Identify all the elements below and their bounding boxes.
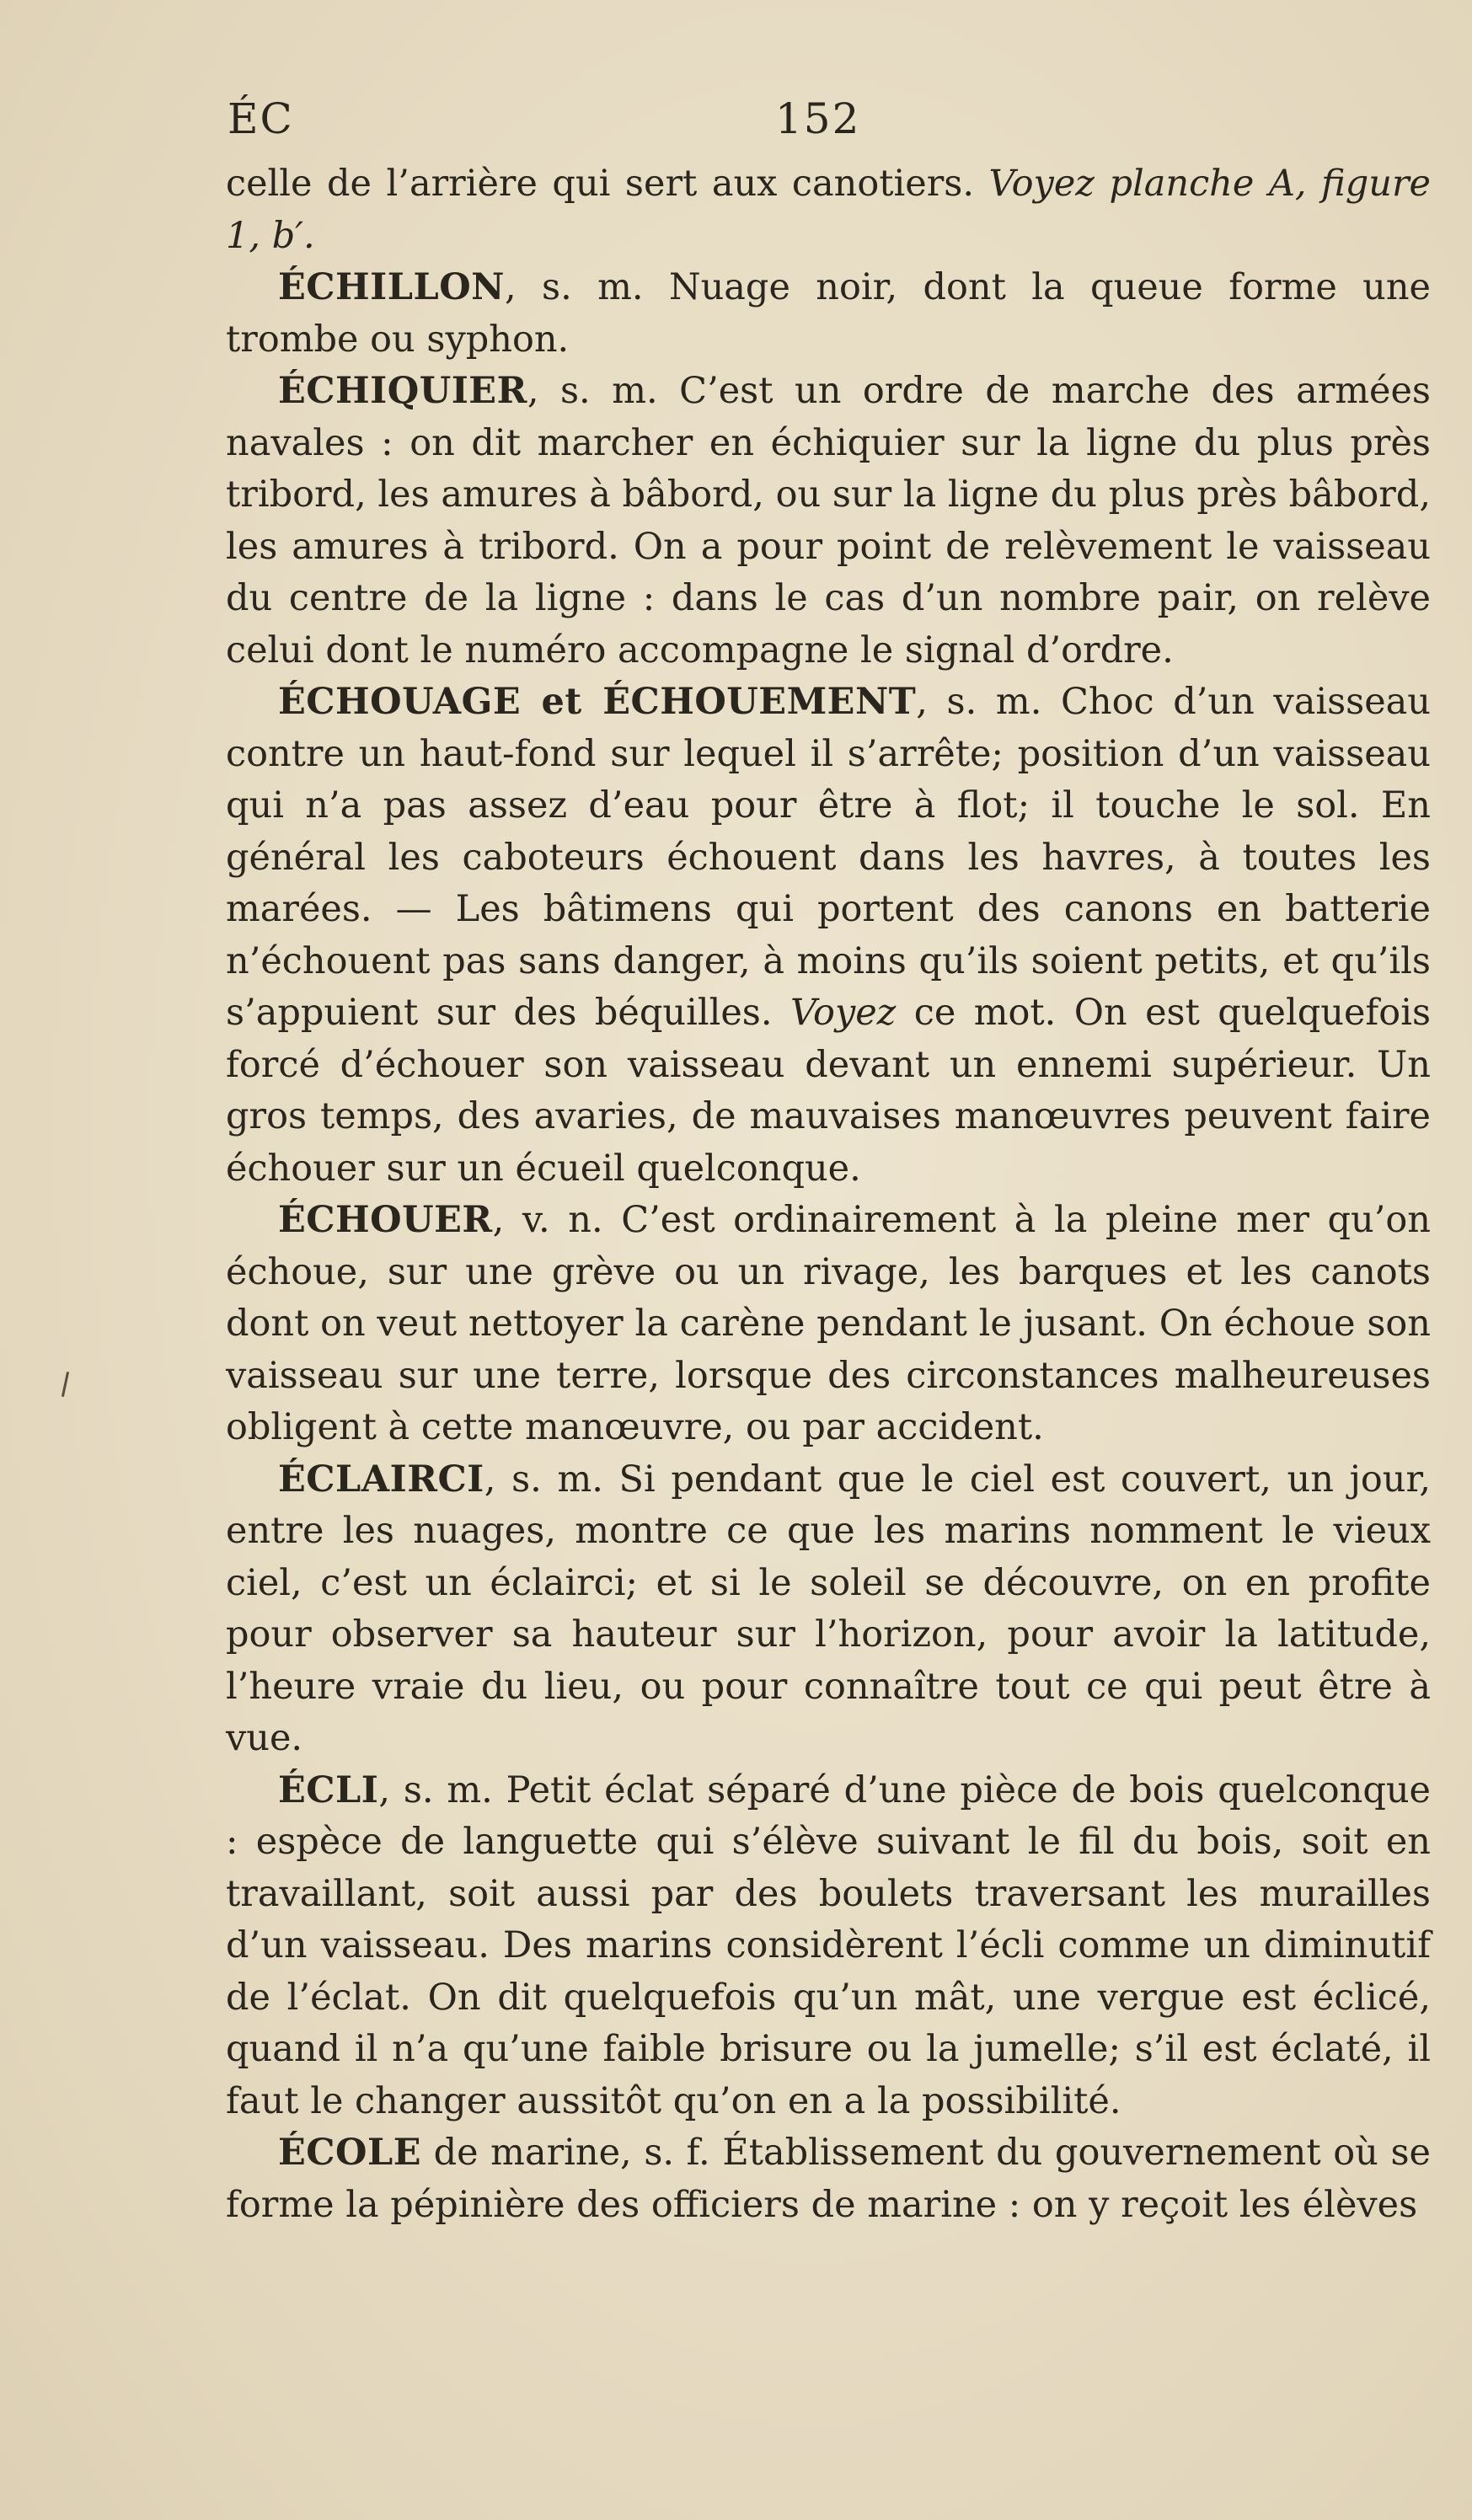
entry-continuation (226, 158, 1431, 262)
headword: ÉCHIQUIER (278, 370, 527, 412)
entry-text: , s. m. Nuage noir, dont la queue forme une trombe ou syphon. (226, 266, 1431, 361)
entry-ecli (226, 1765, 1431, 2128)
entry-text: , s. m. C’est un ordre de marche des armées navales : on dit marcher en échiquier sur la ligne du plus près tribord, les amures à bâbord, ou sur la ligne du plus près bâbord, les amures à tribord. On a pour point de relèvement le vaisseau du centre de la ligne : dans le cas d’un nombre pair, on relève celui dont le numéro accompagne le signal d’ordre. (226, 370, 1431, 671)
headword: ÉCHILLON (278, 266, 505, 308)
entry-echiquier (226, 366, 1431, 677)
headword: ÉCLAIRCI (278, 1458, 484, 1501)
running-head-word: ÉC (227, 94, 294, 143)
headword: ÉCHOUAGE et ÉCHOUEMENT (278, 681, 917, 723)
entry-ecole (226, 2127, 1431, 2231)
entry-echouage (226, 677, 1431, 1195)
entry-text: , s. m. Choc d’un vaisseau contre un haut-fond sur lequel il s’arrête; position d’un vaisseau qui n’a pas assez d’eau pour être à flot; il touche le sol. En général les caboteurs échouent dans les havres, à toutes les marées. — Les bâtimens qui portent des canons en batterie n’échouent pas sans danger, à moins qu’ils soient petits, et qu’ils s’appuient sur des béquilles. (226, 681, 1432, 1034)
entry-text: , s. m. Si pendant que le ciel est couvert, un jour, entre les nuages, montre ce que les marins nomment le vieux ciel, c’est un éclairci; et si le soleil se découvre, on en profite pour observer sa hauteur sur l’horizon, pour avoir la latitude, l’heure vraie du lieu, ou pour connaître tout ce qui peut être à vue. (226, 1458, 1431, 1759)
page-number: 152 (775, 94, 861, 143)
headword: ÉCLI (278, 1768, 379, 1811)
headword: ÉCOLE (278, 2132, 421, 2174)
entry-text: celle de l’arrière qui sert aux canotiers. (226, 163, 989, 205)
entry-text: de marine, s. f. Établissement du gouvernement où se forme la pépinière des officiers de marine : on y reçoit les élèves (226, 2132, 1431, 2226)
entry-text: ce mot. On est quelquefois forcé d’échouer son vaisseau devant un ennemi supérieur. Un gros temps, des avaries, de mauvaises manœuvres peuvent faire échouer sur un écueil quelconque. (226, 992, 1432, 1190)
margin-mark (62, 1372, 69, 1397)
entry-eclairci (226, 1454, 1431, 1765)
entry-text: , v. n. C’est ordinairement à la pleine mer qu’on échoue, sur une grève ou un rivage, les barques et les canots dont on veut nettoyer la carène pendant le jusant. On échoue son vaisseau sur une terre, lorsque des circonstances malheureuses obligent à cette manœuvre, ou par accident. (226, 1199, 1431, 1448)
dictionary-text (226, 158, 1431, 2231)
entry-echouer (226, 1195, 1431, 1454)
see-reference: Voyez (790, 992, 897, 1034)
entry-text: , s. m. Petit éclat séparé d’une pièce de bois quelconque : espèce de languette qui s’élève suivant le fil du bois, soit en travaillant, soit aussi par des boulets traversant les murailles d’un vaisseau. Des marins considèrent l’écli comme un diminutif de l’éclat. On dit quelquefois qu’un mât, une vergue est éclicé, quand il n’a qu’une faible brisure ou la jumelle; s’il est éclaté, il faut le changer aussitôt qu’on en a la possibilité. (226, 1768, 1431, 2122)
running-head (227, 94, 1424, 153)
see-reference: Voyez planche A, figure 1, b′. (226, 163, 1431, 257)
entry-echillon (226, 262, 1431, 366)
headword: ÉCHOUER (278, 1199, 493, 1241)
